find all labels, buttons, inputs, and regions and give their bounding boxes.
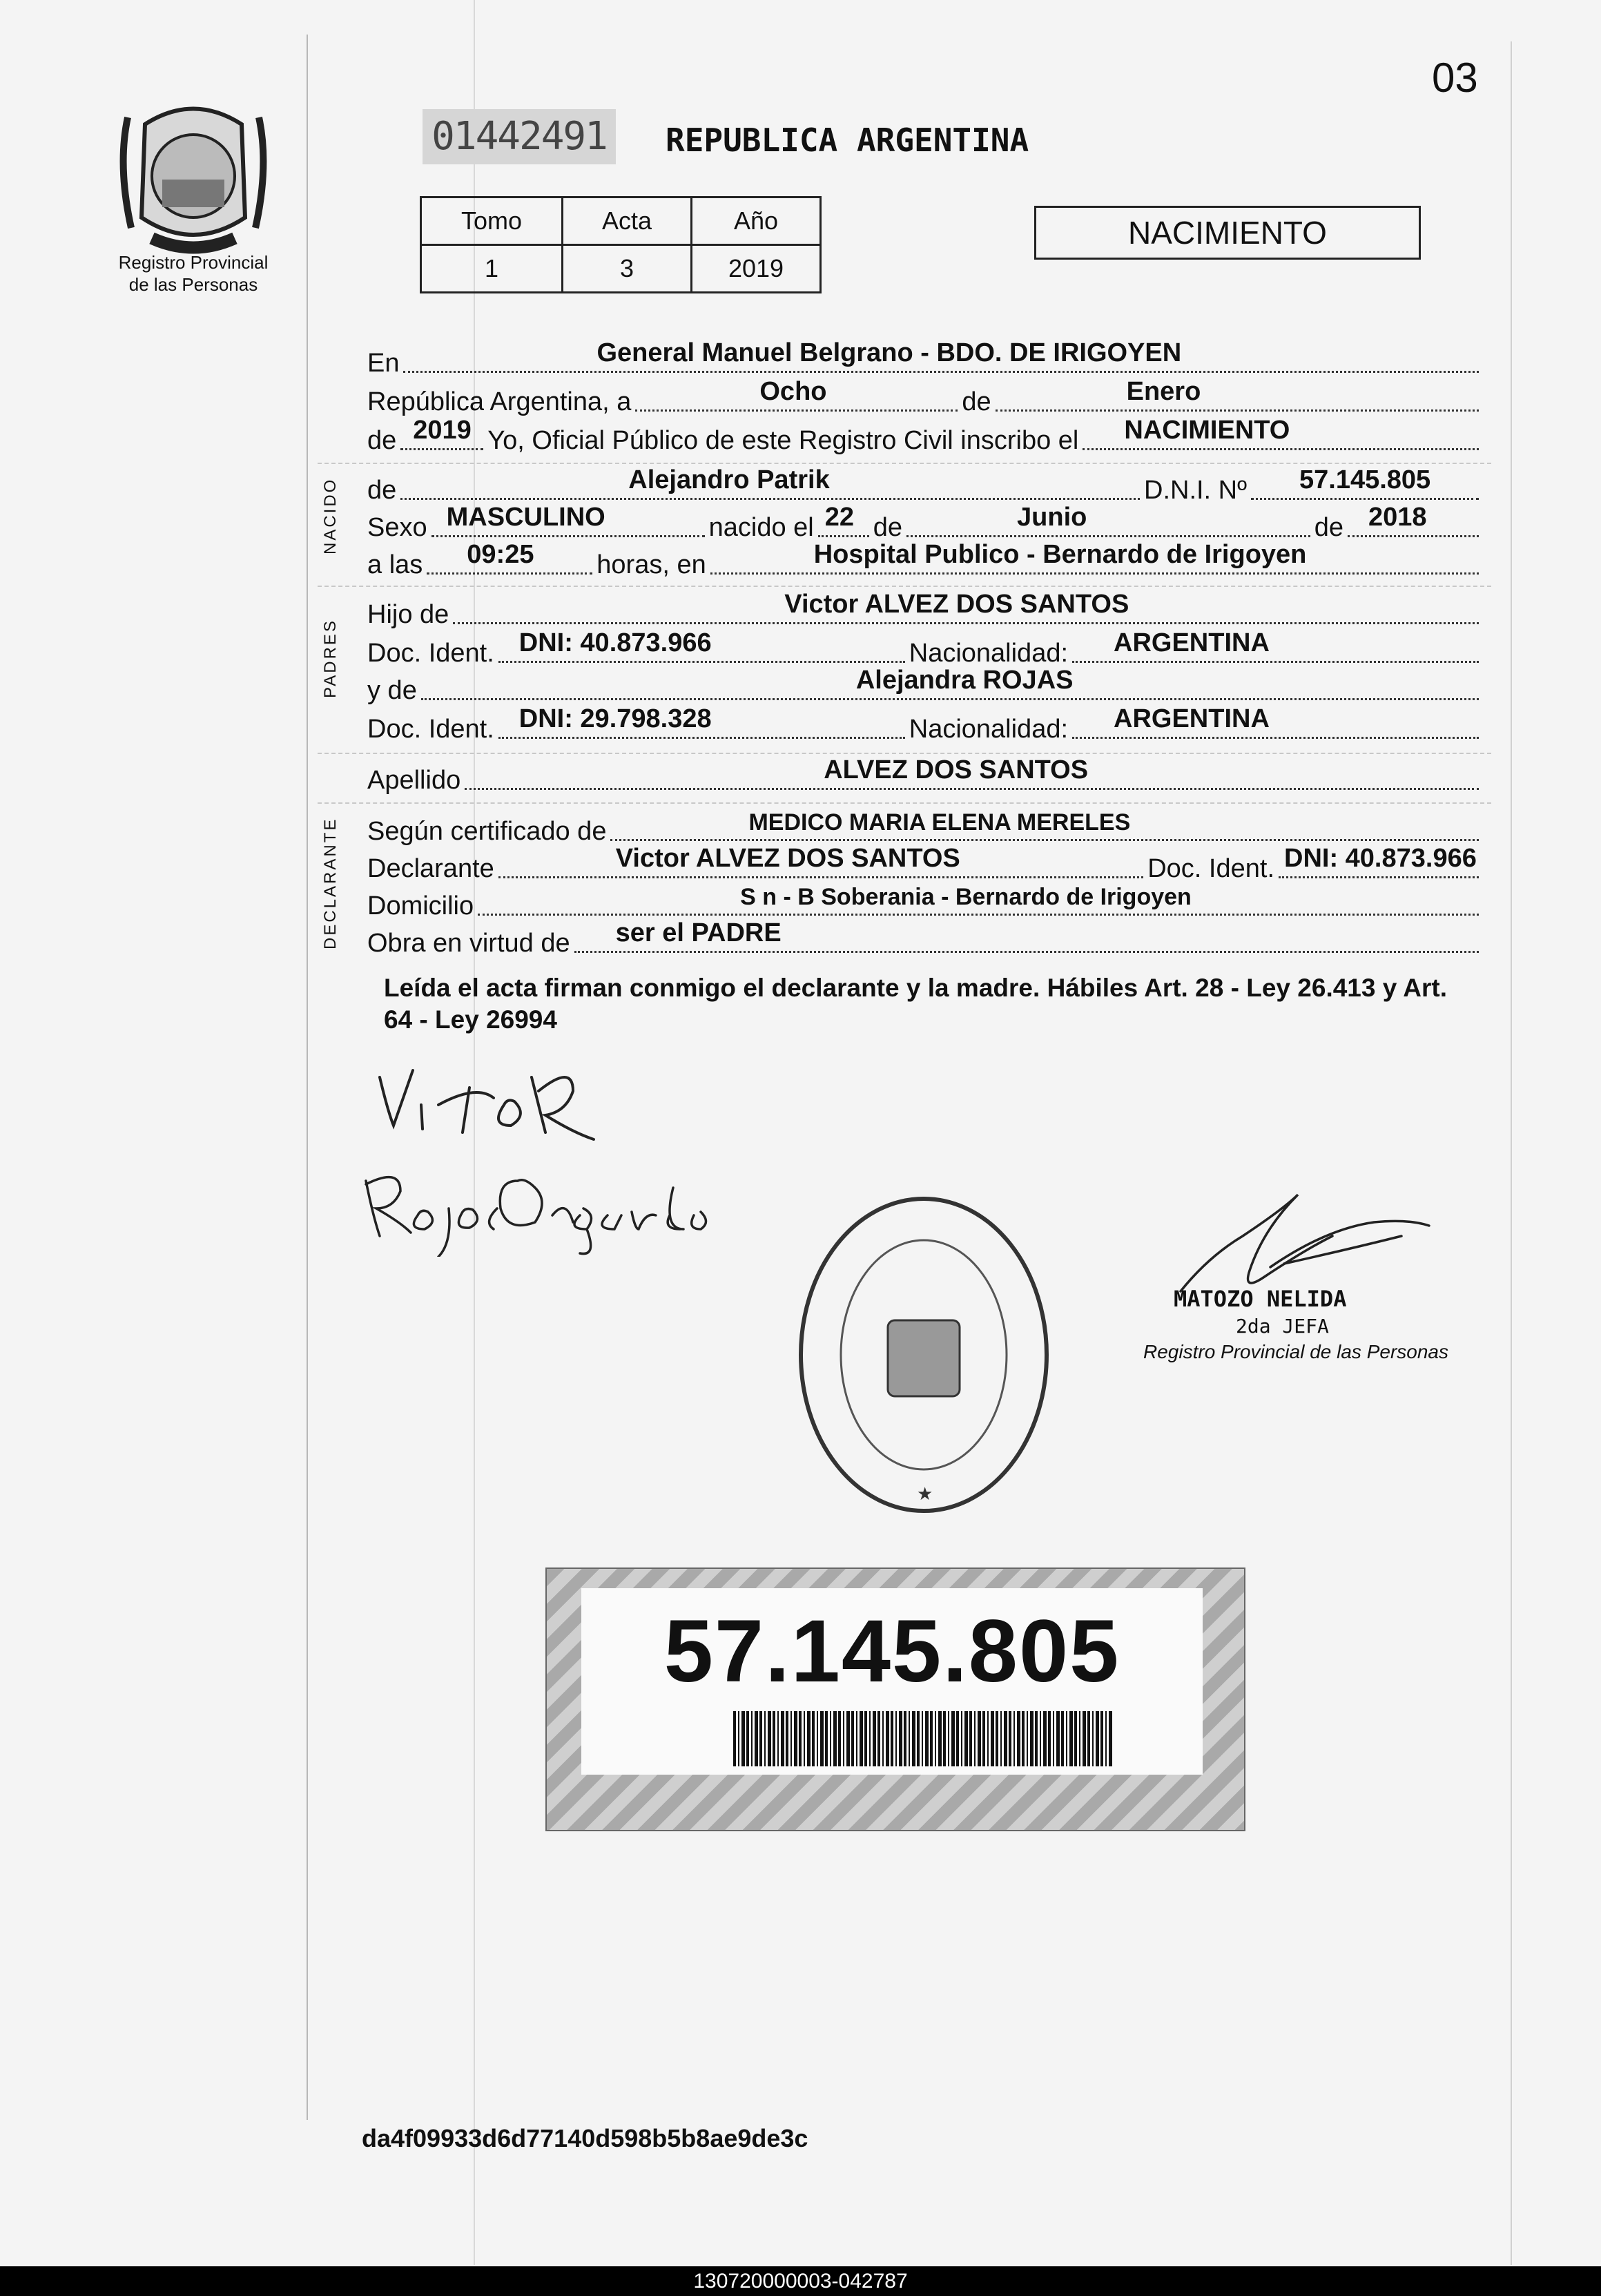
country-title: REPUBLICA ARGENTINA [666, 122, 1029, 159]
tomo-value: 1 [421, 245, 563, 293]
value-madre-doc: DNI: 29.798.328 [518, 704, 712, 733]
label-doc-ident3: Doc. Ident. [1147, 854, 1274, 883]
label-nacionalidad: Nacionalidad: [909, 639, 1069, 668]
row-inscripcion [367, 417, 1483, 456]
value-mes-letras: Enero [1126, 377, 1201, 406]
label-apellido: Apellido [367, 766, 461, 795]
divider-apellido-top [318, 753, 1491, 754]
document-hash: da4f09933d6d77140d598b5b8ae9de3c [362, 2124, 808, 2152]
label-oficial: Yo, Oficial Público de este Registro Civil inscribo el [487, 426, 1079, 455]
label-nacionalidad2: Nacionalidad: [909, 715, 1069, 744]
registry-stamp-icon [793, 1189, 1055, 1521]
divider-padres-top [318, 586, 1491, 587]
label-a-las: a las [367, 550, 423, 579]
logo-caption-2: de las Personas [128, 274, 258, 295]
label-de2: de [367, 426, 397, 455]
value-obra: ser el PADRE [615, 918, 782, 947]
value-domicilio: S n - B Soberania - Bernardo de Irigoyen [740, 884, 1192, 910]
acta-value: 3 [563, 245, 692, 293]
value-lugar-nac: Hospital Publico - Bernardo de Irigoyen [813, 540, 1307, 569]
signature-victor [373, 1057, 621, 1157]
row-hora [367, 541, 1483, 580]
label-en: En [367, 349, 400, 378]
tomo-header: Tomo [421, 197, 563, 245]
label-de-anio: de [1314, 513, 1343, 542]
left-margin-line [307, 35, 308, 2120]
label-y-de: y de [367, 676, 417, 705]
value-declarante-doc: DNI: 40.873.966 [1284, 844, 1477, 873]
closing-text: Leída el acta firman conmigo el declarante y la madre. Hábiles Art. 28 - Ley 26.413 y Art. 64 - Ley 26994 [384, 974, 1447, 1034]
dni-label-inner [581, 1588, 1203, 1775]
divider-nacido-top [318, 463, 1491, 464]
value-certificado: MEDICO MARIA ELENA MERELES [748, 809, 1131, 836]
official-name: MATOZO NELIDA [1174, 1286, 1347, 1312]
value-padre-nac: ARGENTINA [1114, 628, 1270, 657]
label-de-nombre: de [367, 476, 397, 505]
footer-bar [0, 2266, 1601, 2296]
value-anio: 2019 [413, 416, 472, 445]
value-anio-nac: 2018 [1368, 503, 1427, 532]
right-margin-line [1511, 41, 1512, 2265]
side-label-nacido: NACIDO [321, 477, 340, 554]
row-domicilio [367, 882, 1483, 921]
dni-label-number: 57.145.805 [663, 1602, 1120, 1701]
value-madre: Alejandra ROJAS [855, 666, 1074, 695]
svg-text:★: ★ [917, 1483, 933, 1504]
logo-caption-1: Registro Provincial [118, 252, 269, 273]
value-sexo: MASCULINO [446, 503, 605, 532]
record-type-box: NACIMIENTO [1034, 206, 1421, 260]
serial-number: 01442491 [423, 109, 616, 164]
value-padre: Victor ALVEZ DOS SANTOS [784, 590, 1129, 619]
label-doc-ident: Doc. Ident. [367, 639, 494, 668]
row-sexo [367, 504, 1483, 543]
value-lugar: General Manuel Belgrano - BDO. DE IRIGOYEN [596, 338, 1182, 367]
page-number: 03 [1432, 55, 1478, 101]
official-role: 2da JEFA [1236, 1315, 1329, 1338]
signature-rojas [359, 1160, 718, 1260]
label-domicilio: Domicilio [367, 891, 474, 920]
row-declarante [367, 845, 1483, 884]
official-office: Registro Provincial de las Personas [1143, 1341, 1448, 1362]
value-dni: 57.145.805 [1299, 465, 1431, 494]
label-hijo-de: Hijo de [367, 600, 449, 629]
misiones-seal-icon [104, 97, 283, 255]
label-de-mes: de [873, 513, 903, 542]
anio-header: Año [692, 197, 821, 245]
row-madre [367, 667, 1483, 706]
side-label-declarante: DECLARANTE [321, 817, 340, 949]
record-reference-table [420, 196, 822, 293]
province-logo [104, 97, 283, 255]
label-sexo: Sexo [367, 513, 427, 542]
label-declarante: Declarante [367, 854, 494, 883]
anio-value: 2019 [692, 245, 821, 293]
row-nombre [367, 467, 1483, 505]
official-stamp [793, 1189, 1055, 1521]
footer-code: 130720000003-042787 [693, 2270, 908, 2293]
row-padre-doc [367, 630, 1483, 668]
row-padre [367, 591, 1483, 630]
value-mes-nac: Junio [1017, 503, 1087, 532]
value-declarante: Victor ALVEZ DOS SANTOS [615, 844, 960, 873]
value-nombre: Alejandro Patrik [628, 465, 830, 494]
row-madre-doc [367, 706, 1483, 744]
divider-declarante-top [318, 802, 1491, 804]
label-horas-en: horas, en [596, 550, 706, 579]
value-hora: 09:25 [467, 540, 534, 569]
signature-victor-icon [373, 1057, 621, 1153]
row-certificado [367, 808, 1483, 847]
barcode [733, 1711, 1113, 1766]
label-nacido-el: nacido el [708, 513, 814, 542]
value-padre-doc: DNI: 40.873.966 [518, 628, 712, 657]
value-dia-letras: Ocho [759, 377, 827, 406]
signature-rojas-icon [359, 1160, 718, 1257]
side-label-padres: PADRES [321, 619, 340, 698]
label-segun: Según certificado de [367, 817, 607, 846]
label-republica: República Argentina, a [367, 387, 632, 416]
label-dni: D.N.I. Nº [1144, 476, 1247, 505]
label-de: de [962, 387, 991, 416]
row-obra [367, 920, 1483, 958]
row-apellido [367, 757, 1483, 795]
value-tipo: NACIMIENTO [1124, 416, 1290, 445]
label-doc-ident2: Doc. Ident. [367, 715, 494, 744]
dni-label-sticker [545, 1567, 1245, 1831]
value-dia-nac: 22 [824, 503, 855, 532]
acta-header: Acta [563, 197, 692, 245]
value-madre-nac: ARGENTINA [1114, 704, 1270, 733]
row-fecha [367, 378, 1483, 417]
value-apellido: ALVEZ DOS SANTOS [824, 755, 1089, 784]
label-obra: Obra en virtud de [367, 929, 570, 958]
row-lugar [367, 340, 1483, 378]
